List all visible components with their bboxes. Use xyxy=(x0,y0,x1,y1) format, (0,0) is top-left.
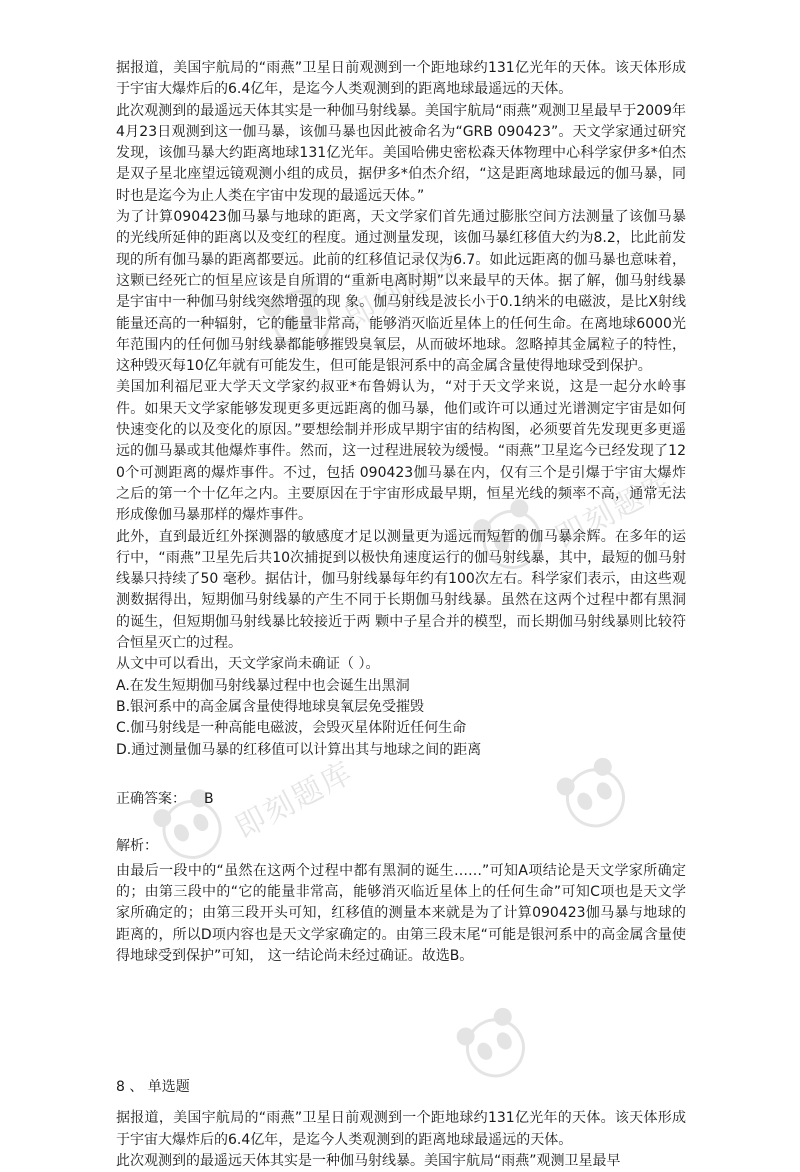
passage-paragraph-3: 为了计算090423伽马暴与地球的距离，天文学家们首先通过膨胀空间方法测量了该伽马暴的光线所延伸的距离以及变红的程度。通过测量发现，该伽马暴红移值大约为8.2，比此前发现的所有伽马暴的距离都要远。此前的红移值记录仅为6.7。如此远距离的伽马暴也意味着，这颗已经死亡的恒星应该是自所谓的“重新电离时期”以来最早的天体。据了解，伽马射线暴是宇宙中一种伽马射线突然增强的现 象。伽马射线是波长小于0.1纳米的电磁波，是比X射线能量还高的一种辐射，它的能量非常高，能够消灭临近星体上的任何生命。在离地球6000光年范围内的任何伽马射线暴都能够摧毁臭氧层，从而破坏地球。忽略掉其金属粒子的特性，这种毁灭每10亿年就有可能发生，但可能是银河系中的高金属含量使得地球受到保护。 xyxy=(116,209,686,375)
passage-paragraph-5: 此外，直到最近红外探测器的敏感度才足以测量更为遥远而短暂的伽马暴余辉。在多年的运行中，“雨燕”卫星先后共10次捕捉到以极快角速度运行的伽马射线暴，其中，最短的伽马射线暴只持续了50 毫秒。据估计，伽马射线暴每年约有100次左右。科学家们表示，由这些观测数据得出，短期伽马射线暴的产生不同于长期伽马射线暴。虽然在这两个过程中都有黑洞的诞生，但短期伽马射线暴比较接近于两 颗中子星合并的模型，而长期伽马射线暴则比较符合恒星灭亡的过程。 xyxy=(116,528,686,652)
option-d: D.通过测量伽马暴的红移值可以计算出其与地球之间的距离 xyxy=(116,741,482,758)
passage-paragraph-2: 此次观测到的最遥远天体其实是一种伽马射线暴。美国宇航局“雨燕”观测卫星最早于2009年4月23日观测到这一伽马暴，该伽马暴也因此被命名为“GRB 090423”。天文学家通过研究发现，该伽马暴大约距离地球131亿光年。美国哈佛史密松森天体物理中心科学家伊多*伯杰是双子星北座望远镜观测小组的成员，据伊多*伯杰介绍，“这是距离地球最远的伽马暴，同时也是迄今为止人类在宇宙中发现的最遥远天体。” xyxy=(116,102,686,204)
option-b: B.银河系中的高金属含量使得地球臭氧层免受摧毁 xyxy=(116,698,425,715)
answer-value: B xyxy=(204,790,214,807)
analysis-text: 由最后一段中的“虽然在这两个过程中都有黑洞的诞生……”可知A项结论是天文学家所确定的；由第三段中的“它的能量非常高，能够消灭临近星体上的任何生命”可知C项也是天文学家所确定的；由第三段开头可知，红移值的测量本来就是为了计算090423伽马暴与地球的距离的，所以D项内容也是天文学家确定的。由第三段末尾“可能是银河系中的高金属含量使得地球受到保护”可知， 这一结论尚未经过确证。故选B。 xyxy=(116,862,686,964)
question-stem: 从文中可以看出，天文学家尚未确证（ ）。 xyxy=(116,656,380,673)
option-c: C.伽马射线是一种高能电磁波，会毁灭星体附近任何生命 xyxy=(116,720,467,737)
document-page xyxy=(116,58,686,1172)
option-a: A.在发生短期伽马射线暴过程中也会诞生出黑洞 xyxy=(116,677,410,694)
analysis-label: 解析： xyxy=(116,837,158,854)
answer-label: 正确答案： xyxy=(116,790,186,807)
watermark-text: 即刻题库 xyxy=(229,754,360,846)
next-question-header: 8 、 单选题 xyxy=(116,1079,190,1096)
watermark-text: 即刻题库 xyxy=(549,464,680,556)
passage-paragraph-4: 美国加利福尼亚大学天文学家约叔亚*布鲁姆认为，“对于天文学来说，这是一起分水岭事件。如果天文学家能够发现更多更远距离的伽马暴，他们或许可以通过光谱测定宇宙是如何快速变化的以及变化的原因。”要想绘制并形成早期宇宙的结构图，必须要首先发现更多更遥远的伽马暴或其他爆炸事件。然而，这一过程进展较为缓慢。“雨燕”卫星迄今已经发现了120个可测距离的爆炸事件。不过，包括 090423伽马暴在内，仅有三个是引爆于宇宙大爆炸之后的第一个十亿年之内。主要原因在于宇宙形成最早期，恒星光线的频率不高，通常无法形成像伽马暴那样的爆炸事件。 xyxy=(116,379,686,524)
watermark-text: 即刻题库 xyxy=(339,244,470,336)
next-passage-paragraph-2: 此次观测到的最遥远天体其实是一种伽马射线暴。美国宇航局“雨燕”观测卫星最早 xyxy=(116,1152,621,1169)
next-passage-paragraph-1: 据报道，美国宇航局的“雨燕”卫星日前观测到一个距地球约131亿光年的天体。该天体形成于宇宙大爆炸后的6.4亿年，是迄今人类观测到的距离地球最遥远的天体。 xyxy=(116,1110,686,1148)
correct-answer xyxy=(116,789,686,810)
passage-paragraph-1: 据报道，美国宇航局的“雨燕”卫星日前观测到一个距地球约131亿光年的天体。该天体形成于宇宙大爆炸后的6.4亿年，是迄今人类观测到的距离地球最遥远的天体。 xyxy=(116,60,686,98)
